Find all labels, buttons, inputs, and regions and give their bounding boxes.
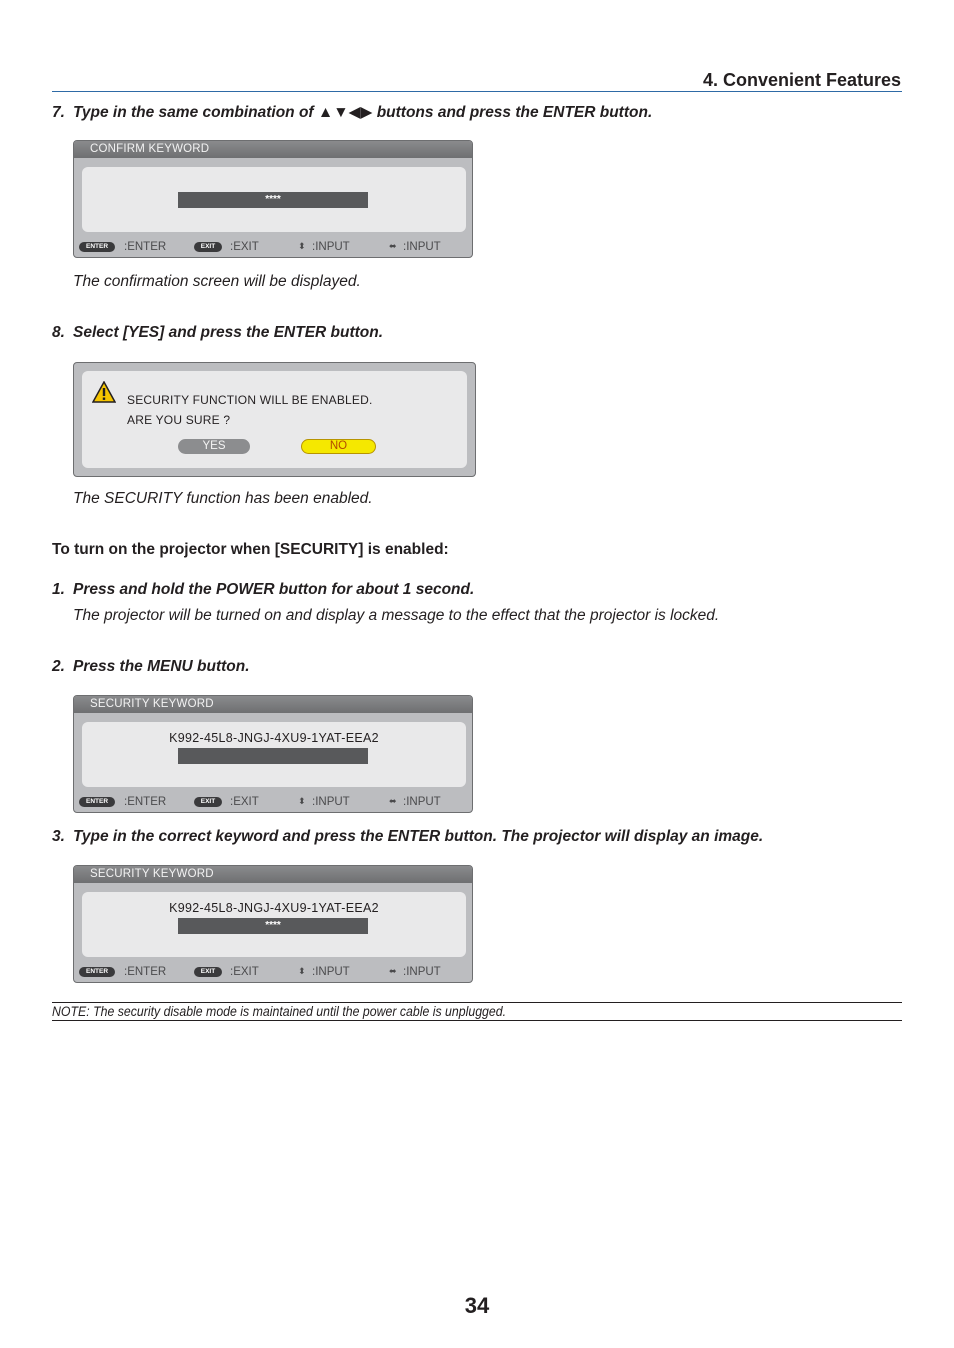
step-2 [52,658,250,676]
dialog-footer [78,240,470,255]
exit-hint: :EXIT [230,796,259,808]
exit-key-icon: EXIT [194,242,222,252]
section-title: 4. Convenient Features [702,70,901,90]
updown-hint: :INPUT [312,966,350,978]
confirm-keyword-dialog [73,140,473,258]
exit-hint: :EXIT [230,241,259,253]
step-number: 1. [52,581,65,598]
header-rule [52,91,902,92]
step-3 [52,828,763,846]
subheading: To turn on the projector when [SECURITY] is enabled: [52,541,449,558]
step-8 [52,324,383,342]
dialog-message-line1: SECURITY FUNCTION WILL BE ENABLED. [127,393,373,407]
step-text: Type in the same combination of ▲▼◀▶ buttons and press the ENTER button. [73,104,653,121]
updown-arrows-icon: ⬍ [298,796,306,806]
dialog-message-line2: ARE YOU SURE ? [127,413,231,427]
step-number: 8. [52,324,65,341]
leftright-hint: :INPUT [403,796,441,808]
exit-hint: :EXIT [230,966,259,978]
leftright-arrows-icon: ⬌ [389,241,397,251]
exit-key-icon: EXIT [194,967,222,977]
note-text: NOTE: The security disable mode is maintained until the power cable is unplugged. [52,1003,507,1019]
dialog-title: CONFIRM KEYWORD [74,141,472,158]
yes-button[interactable]: YES [178,439,250,454]
keyword-field[interactable]: **** [178,192,368,208]
step-number: 3. [52,828,65,845]
enter-hint: :ENTER [124,966,167,978]
security-enabled-note: The SECURITY function has been enabled. [73,490,373,507]
step-1 [52,581,474,599]
dialog-body [82,371,467,468]
warning-icon [92,381,116,403]
note-rule-bottom [52,1020,902,1021]
step-text: Press and hold the POWER button for about 1 second. [73,581,475,598]
dialog-footer [78,795,470,810]
step-text: Press the MENU button. [73,658,250,675]
leftright-hint: :INPUT [403,241,441,253]
dialog-title: SECURITY KEYWORD [74,696,472,713]
step-number: 2. [52,658,65,675]
updown-arrows-icon: ⬍ [298,966,306,976]
enter-key-icon: ENTER [79,797,115,807]
release-code: K992-45L8-JNGJ-4XU9-1YAT-EEA2 [169,901,379,915]
security-keyword-dialog-filled [73,865,473,983]
updown-hint: :INPUT [312,241,350,253]
exit-key-icon: EXIT [194,797,222,807]
step-text: Type in the correct keyword and press the ENTER button. The projector will display an image. [73,828,764,845]
confirm-screen-note: The confirmation screen will be displayed. [73,273,361,290]
updown-arrows-icon: ⬍ [298,241,306,251]
updown-hint: :INPUT [312,796,350,808]
security-confirm-dialog [73,362,476,477]
enter-key-icon: ENTER [79,242,115,252]
keyword-field[interactable]: **** [178,918,368,934]
dialog-body [82,722,466,787]
dialog-body [82,892,466,957]
security-keyword-dialog-empty [73,695,473,813]
no-button[interactable]: NO [301,439,376,454]
keyword-field[interactable] [178,748,368,764]
step-number: 7. [52,104,65,121]
leftright-arrows-icon: ⬌ [389,796,397,806]
enter-key-icon: ENTER [79,967,115,977]
dialog-title: SECURITY KEYWORD [74,866,472,883]
step-text: Select [YES] and press the ENTER button. [73,324,384,341]
dialog-footer [78,965,470,980]
page-number: 34 [464,1293,490,1318]
release-code: K992-45L8-JNGJ-4XU9-1YAT-EEA2 [169,731,379,745]
leftright-arrows-icon: ⬌ [389,966,397,976]
dialog-body [82,167,466,232]
leftright-hint: :INPUT [403,966,441,978]
step-7 [52,103,652,122]
locked-note: The projector will be turned on and display a message to the effect that the projector is locked. [73,607,720,624]
enter-hint: :ENTER [124,241,167,253]
enter-hint: :ENTER [124,796,167,808]
